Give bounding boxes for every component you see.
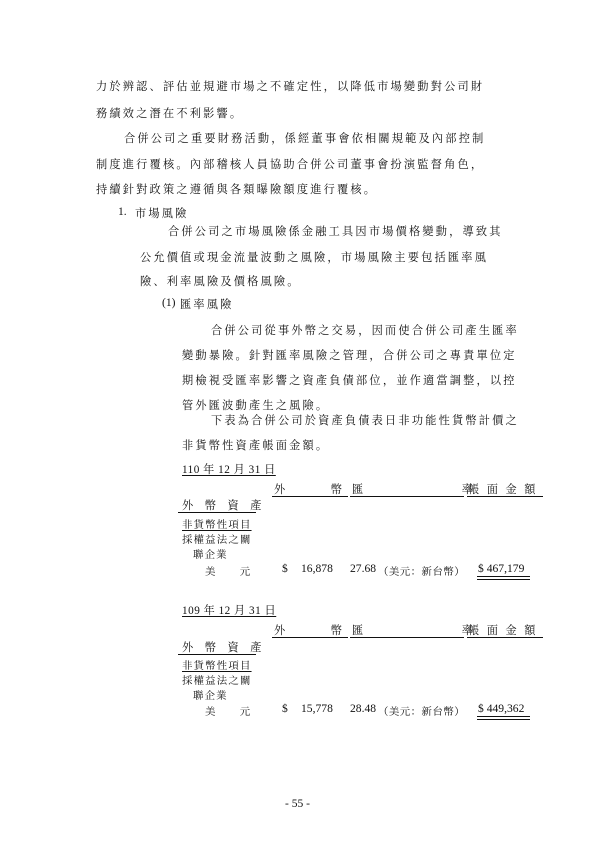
paragraph-line: 合併公司之市場風險係金融工具因市場價格變動，導致其	[168, 225, 503, 238]
subsection-heading: 匯率風險	[180, 298, 234, 311]
total-double-rule	[477, 576, 530, 580]
paragraph-line: 非貨幣性資產帳面金額。	[182, 439, 330, 452]
item-label: 採權益法之關	[182, 675, 252, 687]
table-date: 110 年 12 月 31 日	[182, 464, 276, 476]
header-book-value: 帳 面 金 額	[468, 483, 538, 496]
header-foreign-currency: 外 幣	[274, 483, 345, 496]
exchange-rate-unit: （美元：新台幣）	[378, 706, 466, 718]
fx-amount: 15,778	[301, 702, 333, 715]
exchange-rate-value: 27.68	[350, 562, 377, 575]
paragraph-line: 險、利率風險及價格風險。	[140, 275, 301, 288]
book-value-amount: $ 467,179	[478, 562, 525, 575]
subsection-number: (1)	[162, 296, 176, 309]
paragraph-line: 合併公司從事外幣之交易，因而使合併公司產生匯率	[211, 324, 519, 337]
fx-amount: 16,878	[301, 562, 333, 575]
header-rule	[467, 637, 543, 638]
header-rule	[467, 496, 543, 497]
category-label: 非貨幣性項目	[182, 519, 252, 531]
header-book-value: 帳 面 金 額	[468, 624, 538, 637]
item-label: 採權益法之關	[182, 534, 252, 546]
table-date: 109 年 12 月 31 日	[182, 605, 277, 617]
header-rule	[272, 496, 348, 497]
total-double-rule	[477, 716, 530, 720]
section-heading: 市場風險	[135, 207, 189, 220]
section-number: 1.	[118, 205, 127, 218]
header-exchange-rate: 匯 率	[352, 624, 474, 637]
exchange-rate-value: 28.48	[350, 702, 377, 715]
fx-dollar-sign: $	[282, 702, 288, 715]
exchange-rate-unit: （美元：新台幣）	[378, 566, 466, 578]
paragraph-line: 制度進行覆核。內部稽核人員協助合併公司董事會扮演監督角色，	[96, 158, 485, 171]
item-label-continued: 聯企業	[193, 549, 228, 561]
paragraph-line: 下表為合併公司於資產負債表日非功能性貨幣計價之	[211, 414, 519, 427]
header-rule	[178, 654, 256, 655]
currency-label: 美 元	[205, 706, 252, 718]
header-rule	[350, 637, 464, 638]
paragraph-line: 務績效之潛在不利影響。	[96, 107, 244, 120]
fx-dollar-sign: $	[282, 562, 288, 575]
header-foreign-assets: 外 幣 資 產	[182, 641, 266, 654]
paragraph-line: 管外匯波動產生之風險。	[182, 399, 330, 412]
header-foreign-assets: 外 幣 資 產	[182, 499, 266, 512]
currency-label: 美 元	[205, 566, 252, 578]
paragraph-line: 合併公司之重要財務活動，係經董事會依相關規範及內部控制	[124, 132, 486, 145]
book-value-amount: $ 449,362	[478, 702, 525, 715]
header-foreign-currency: 外 幣	[274, 624, 345, 637]
item-label-continued: 聯企業	[193, 690, 228, 702]
header-rule	[272, 637, 348, 638]
paragraph-line: 期檢視受匯率影響之資產負債部位，並作適當調整，以控	[182, 374, 517, 387]
paragraph-line: 公允價值或現金流量波動之風險，市場風險主要包括匯率風	[140, 251, 489, 264]
header-exchange-rate: 匯 率	[352, 483, 474, 496]
category-label: 非貨幣性項目	[182, 660, 252, 672]
paragraph-line: 力於辨認、評估並規避市場之不確定性，以降低市場變動對公司財	[96, 80, 485, 93]
paragraph-line: 變動暴險。針對匯率風險之管理，合併公司之專責單位定	[182, 349, 517, 362]
header-rule	[350, 496, 464, 497]
paragraph-line: 持續針對政策之遵循與各類曝險額度進行覆核。	[96, 183, 378, 196]
page-number: - 55 -	[285, 798, 310, 810]
header-rule	[178, 512, 256, 513]
